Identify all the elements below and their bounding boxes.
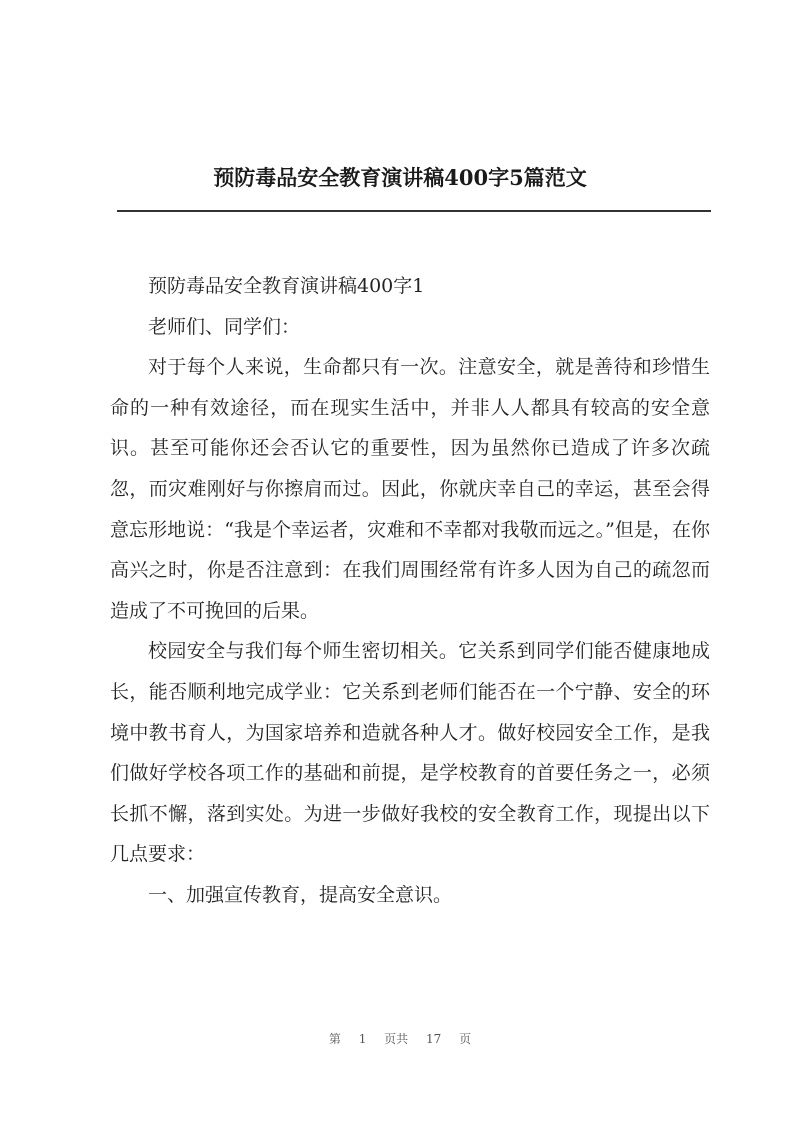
body-paragraph: 校园安全与我们每个师生密切相关。它关系到同学们能否健康地成长，能否顺利地完成学业：它关系到老师们能否在一个宁静、安全的环境中教书育人，为国家培养和造就各种人才。做好校园安全工作，是我们做好学校各项工作的基础和前提，是学校教育的首要任务之一，必须长抓不懈，落到实处。为进一步做好我校的安全教育工作，现提出以下几点要求：: [110, 640, 710, 866]
footer-middle: 页共: [384, 1032, 409, 1046]
salutation: 老师们、同学们：: [148, 315, 301, 338]
document-body: [110, 266, 710, 916]
body-paragraph: 对于每个人来说，生命都只有一次。注意安全，就是善待和珍惜生命的一种有效途径，而在现实生活中，并非人人都具有较高的安全意识。甚至可能你还会否认它的重要性，因为虽然你已造成了许多次疏忽，而灾难刚好与你擦肩而过。因此，你就庆幸自己的幸运，甚至会得意忘形地说：“我是个幸运者，灾难和不幸都对我敬而远之。”但是，在你高兴之时，你是否注意到：在我们周围经常有许多人因为自己的疏忽而造成了不可挽回的后果。: [110, 356, 710, 622]
page-footer: [0, 1030, 800, 1047]
title-divider: [117, 210, 711, 212]
footer-total-pages: 17: [426, 1032, 442, 1046]
list-item-heading: 一、加强宣传教育，提高安全意识。: [148, 883, 453, 906]
footer-page-number: 1: [358, 1032, 367, 1046]
section-heading: 预防毒品安全教育演讲稿400字1: [148, 275, 425, 297]
footer-prefix: 第: [328, 1032, 341, 1046]
page-title: 预防毒品安全教育演讲稿400字5篇范文: [213, 165, 587, 190]
footer-suffix: 页: [459, 1032, 472, 1046]
